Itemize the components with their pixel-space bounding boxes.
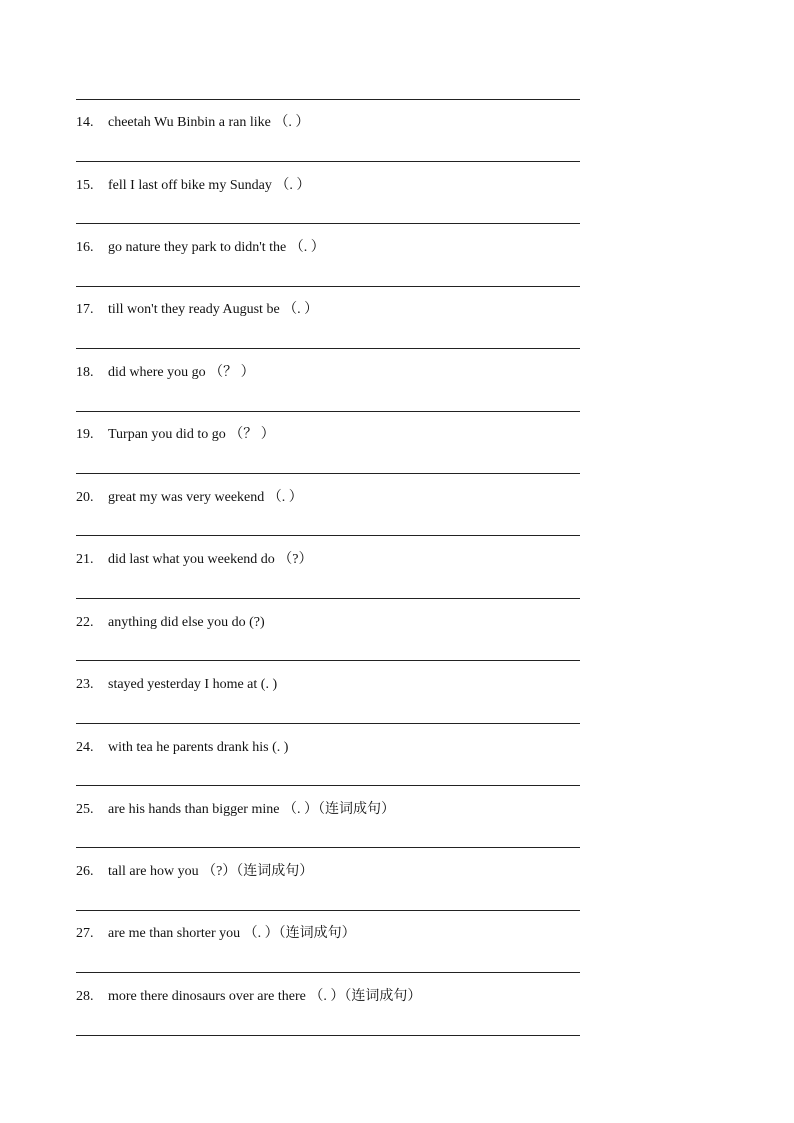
item-number: 22. — [76, 615, 94, 630]
item-number: 18. — [76, 365, 94, 380]
answer-line — [76, 473, 580, 474]
item-number: 19. — [76, 427, 94, 442]
item-prompt: more there dinosaurs over are there （. ）（连词成句） — [108, 989, 422, 1004]
item-prompt: tall are how you （?）（连词成句） — [108, 864, 314, 879]
exercise-item-26 — [76, 860, 580, 884]
item-prompt: stayed yesterday I home at (. ) — [108, 677, 278, 692]
item-prompt: fell I last off bike my Sunday （. ） — [108, 178, 311, 193]
separator-line — [76, 99, 580, 100]
item-number: 17. — [76, 302, 94, 317]
item-number: 26. — [76, 864, 94, 879]
answer-line — [76, 535, 580, 536]
answer-line — [76, 972, 580, 973]
answer-line — [76, 723, 580, 724]
exercise-item-28 — [76, 985, 580, 1009]
item-prompt: did last what you weekend do （?） — [108, 552, 313, 567]
answer-line — [76, 660, 580, 661]
item-prompt: with tea he parents drank his (. ) — [108, 740, 289, 755]
item-number: 14. — [76, 115, 94, 130]
item-prompt: Turpan you did to go （？ ） — [108, 427, 275, 442]
exercise-item-19 — [76, 423, 580, 447]
answer-line — [76, 348, 580, 349]
exercise-item-17 — [76, 298, 580, 322]
answer-line — [76, 847, 580, 848]
exercise-item-22 — [76, 611, 580, 635]
answer-line — [76, 598, 580, 599]
item-prompt: are me than shorter you （. ）（连词成句） — [108, 926, 356, 941]
item-number: 24. — [76, 740, 94, 755]
item-prompt: great my was very weekend （. ） — [108, 490, 303, 505]
exercise-item-15 — [76, 174, 580, 198]
separator-line — [76, 223, 580, 224]
answer-line — [76, 161, 580, 162]
item-number: 21. — [76, 552, 94, 567]
item-prompt: anything did else you do (?) — [108, 615, 265, 630]
item-number: 28. — [76, 989, 94, 1004]
exercise-item-25 — [76, 798, 580, 822]
answer-line — [76, 286, 580, 287]
item-number: 23. — [76, 677, 94, 692]
exercise-item-23 — [76, 673, 580, 697]
answer-line — [76, 411, 580, 412]
answer-line — [76, 1035, 580, 1036]
exercise-item-20 — [76, 486, 580, 510]
exercise-item-18 — [76, 361, 580, 385]
answer-line — [76, 910, 580, 911]
item-number: 20. — [76, 490, 94, 505]
item-prompt: are his hands than bigger mine （. ）（连词成句） — [108, 802, 395, 817]
item-prompt: cheetah Wu Binbin a ran like （. ） — [108, 115, 310, 130]
item-number: 15. — [76, 178, 94, 193]
exercise-item-16 — [76, 236, 580, 260]
item-prompt: go nature they park to didn't the （. ） — [108, 240, 325, 255]
exercise-item-24 — [76, 736, 580, 760]
item-number: 16. — [76, 240, 94, 255]
answer-line — [76, 785, 580, 786]
item-number: 27. — [76, 926, 94, 941]
item-prompt: till won't they ready August be （. ） — [108, 302, 319, 317]
exercise-item-14 — [76, 111, 580, 135]
item-number: 25. — [76, 802, 94, 817]
item-prompt: did where you go （？ ） — [108, 365, 255, 380]
exercise-item-21 — [76, 548, 580, 572]
exercise-item-27 — [76, 922, 580, 946]
